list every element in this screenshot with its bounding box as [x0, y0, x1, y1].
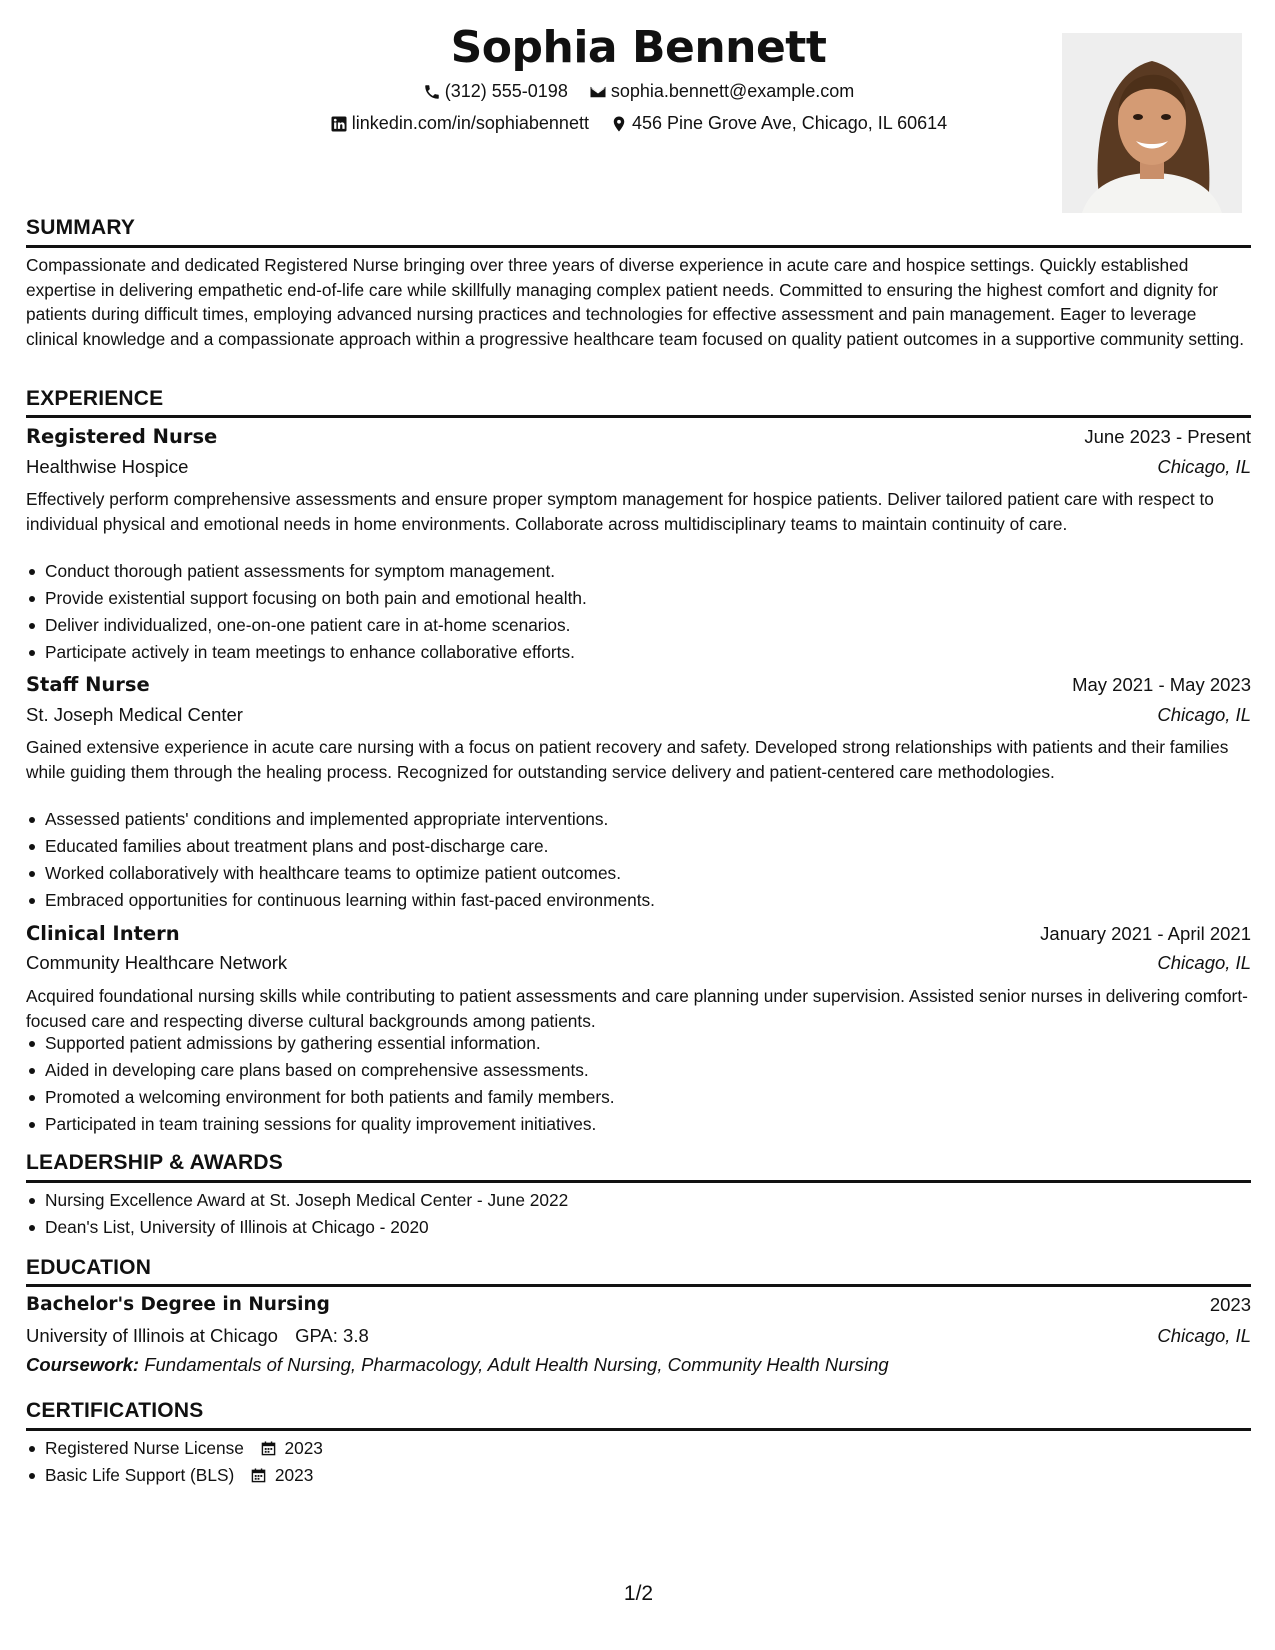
- job-organization: Community Healthcare Network: [26, 952, 288, 973]
- email-link[interactable]: sophia.bennett@example.com: [610, 81, 855, 101]
- list-item: Dean's List, University of Illinois at Chicago - 2020: [45, 1216, 1245, 1243]
- job-location: Chicago, IL: [1157, 704, 1251, 725]
- job-date: January 2021 - April 2021: [1040, 923, 1251, 944]
- job-title: Staff Nurse: [26, 673, 150, 696]
- summary-text: Compassionate and dedicated Registered Nurse bringing over three years of diverse experience in acute care and hospice settings. Quickly established expertise in delivering empathetic end-of-life care while skillfully managing complex patient needs. Committed to ensuring the highest comfort and dignity for patients during difficult times, employing advanced nursing practices and technologies for effective assessment and pain management. Eager to leverage clinical knowledge and a compassionate approach within a progressive healthcare team focused on quality patient outcomes in a supportive community setting.: [26, 255, 1245, 349]
- degree-title: Bachelor's Degree in Nursing: [26, 1294, 330, 1315]
- job-bullets: [26, 560, 1245, 668]
- list-item: [45, 1464, 1245, 1491]
- list-item: Aided in developing care plans based on comprehensive assessments.: [45, 1059, 1245, 1086]
- list-item: Deliver individualized, one-on-one patient care in at-home scenarios.: [45, 614, 1245, 641]
- email-contact[interactable]: [589, 81, 854, 102]
- job-date: June 2023 - Present: [1084, 426, 1251, 447]
- list-item: Assessed patients' conditions and implemented appropriate interventions.: [45, 808, 1245, 835]
- list-item: Provide existential support focusing on both pain and emotional health.: [45, 587, 1245, 614]
- gpa-text: GPA: 3.8: [295, 1325, 369, 1346]
- list-item: Supported patient admissions by gathering essential information.: [45, 1032, 1245, 1059]
- job-organization: St. Joseph Medical Center: [26, 704, 243, 725]
- map-pin-icon: [610, 115, 628, 133]
- certification-year: 2023: [274, 1465, 314, 1485]
- resume-page: [26, 0, 1251, 1650]
- education-divider: [26, 1284, 1251, 1287]
- profile-photo: [1062, 33, 1242, 213]
- graduation-year: 2023: [1209, 1294, 1251, 1315]
- leadership-heading: LEADERSHIP & AWARDS: [26, 1151, 283, 1174]
- page-number: 1/2: [623, 1582, 654, 1605]
- summary-divider: [26, 245, 1251, 248]
- list-item: Educated families about treatment plans and post-discharge care.: [45, 835, 1245, 862]
- job-location: Chicago, IL: [1157, 456, 1251, 477]
- linkedin-icon: [330, 115, 348, 133]
- list-item: Conduct thorough patient assessments for symptom management.: [45, 560, 1245, 587]
- job-organization: Healthwise Hospice: [26, 456, 189, 477]
- job-date: May 2021 - May 2023: [1072, 674, 1251, 695]
- phone-icon: [423, 83, 441, 101]
- list-item: Participated in team training sessions for quality improvement initiatives.: [45, 1113, 1245, 1140]
- certifications-divider: [26, 1428, 1251, 1431]
- certifications-heading: CERTIFICATIONS: [26, 1399, 204, 1422]
- linkedin-contact[interactable]: [330, 113, 589, 134]
- coursework-label: Coursework:: [26, 1354, 140, 1375]
- job-bullets: [26, 808, 1245, 916]
- experience-divider: [26, 415, 1251, 418]
- list-item: Participate actively in team meetings to enhance collaborative efforts.: [45, 641, 1245, 668]
- certifications-list: [26, 1437, 1245, 1491]
- school-name: University of Illinois at Chicago: [26, 1325, 278, 1346]
- address-contact: [610, 113, 947, 134]
- certification-year: 2023: [284, 1438, 323, 1458]
- list-item: Worked collaboratively with healthcare teams to optimize patient outcomes.: [45, 862, 1245, 889]
- job-title: Clinical Intern: [26, 922, 180, 945]
- school-info: [26, 1325, 369, 1347]
- awards-list: [26, 1189, 1245, 1243]
- resume-header: [26, 20, 1251, 220]
- school-location: Chicago, IL: [1157, 1325, 1251, 1346]
- address-text: 456 Pine Grove Ave, Chicago, IL 60614: [631, 113, 948, 133]
- coursework-line: [26, 1354, 889, 1376]
- leadership-divider: [26, 1180, 1251, 1183]
- linkedin-link[interactable]: linkedin.com/in/sophiabennett: [351, 113, 589, 133]
- envelope-icon: [589, 83, 607, 101]
- list-item: Nursing Excellence Award at St. Joseph Medical Center - June 2022: [45, 1189, 1245, 1216]
- job-description: Effectively perform comprehensive assessments and ensure proper symptom management for hospice patients. Deliver tailored patient care with respect to individual physical and emotional needs in home environments. Collaborate across multidisciplinary teams to maintain continuity of care.: [26, 489, 1214, 534]
- candidate-name: Sophia Bennett: [450, 22, 827, 73]
- profile-photo-image: [1062, 33, 1242, 213]
- calendar-icon: [261, 1441, 276, 1456]
- certification-name: Registered Nurse License: [45, 1438, 244, 1458]
- phone-contact: [423, 81, 568, 102]
- job-title: Registered Nurse: [26, 425, 218, 448]
- job-location: Chicago, IL: [1157, 952, 1251, 973]
- coursework-text: Fundamentals of Nursing, Pharmacology, Adult Health Nursing, Community Health Nursing: [144, 1354, 889, 1375]
- job-description: Acquired foundational nursing skills while contributing to patient assessments and care planning under supervision. Assisted senior nurses in delivering comfort-focused care and respecting diverse cultural backgrounds among patients.: [26, 986, 1248, 1031]
- phone-text: (312) 555-0198: [444, 81, 568, 101]
- certification-name: Basic Life Support (BLS): [45, 1465, 235, 1485]
- list-item: Embraced opportunities for continuous learning within fast-paced environments.: [45, 889, 1245, 916]
- job-description: Gained extensive experience in acute care nursing with a focus on patient recovery and safety. Developed strong relationships with patients and their families while guiding them through the healing process. Recognized for outstanding service delivery and patient-centered care methodologies.: [26, 737, 1229, 782]
- education-heading: EDUCATION: [26, 1256, 152, 1279]
- summary-heading: SUMMARY: [26, 216, 136, 239]
- experience-heading: EXPERIENCE: [26, 387, 164, 410]
- job-bullets: [26, 1032, 1245, 1140]
- calendar-icon: [251, 1468, 266, 1483]
- list-item: Promoted a welcoming environment for both patients and family members.: [45, 1086, 1245, 1113]
- list-item: [45, 1437, 1245, 1464]
